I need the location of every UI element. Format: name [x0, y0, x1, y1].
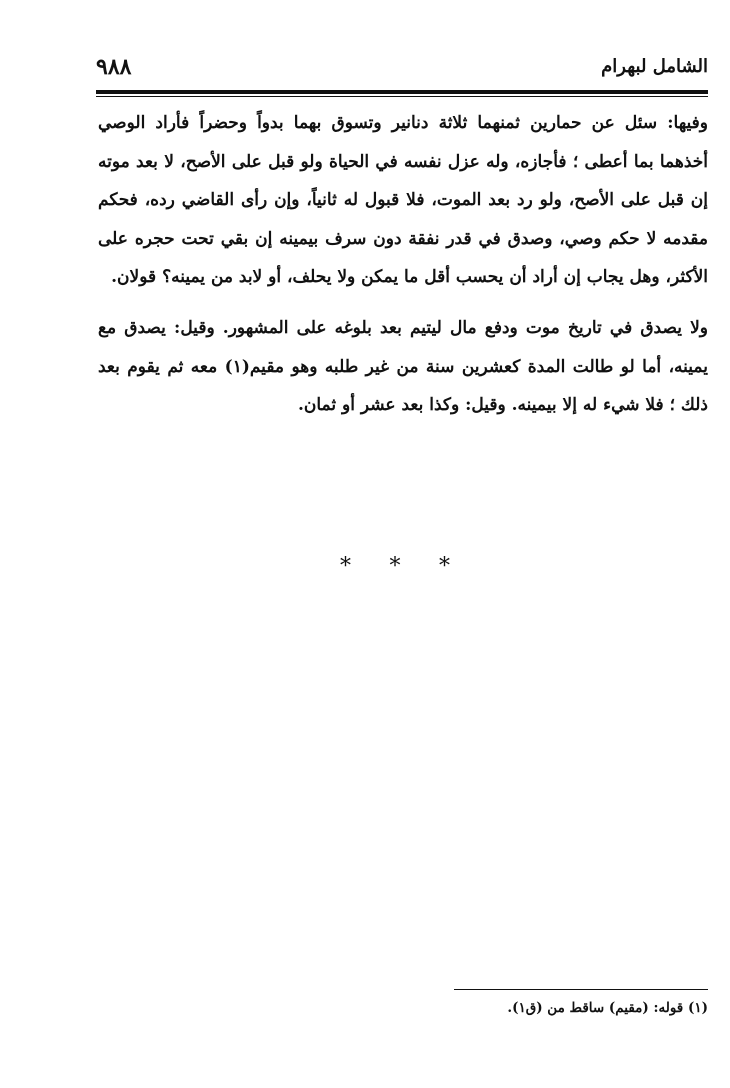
separator-star: *: [340, 554, 351, 579]
footnote-rule: [454, 989, 708, 990]
separator-star: *: [439, 554, 450, 579]
section-separator: [340, 552, 450, 582]
header-rule-thin: [96, 96, 708, 97]
header-rule: [96, 90, 708, 94]
paragraph-1: وفيها: سئل عن حمارين ثمنهما ثلاثة دنانير وتسوق بهما بدواً وحضراً فأراد الوصي أخذهما بما أعطى ؛ فأجازه، وله عزل نفسه في الحياة ولو قبل على الأصح، لا بعد موته إن قبل على الأصح، ولو رد بعد الموت، فلا قبول له ثانياً، وإن رأى القاضي رده، فحكم مقدمه لا حكم وصي، وصدق في قدر نفقة دون سرف بيمينه إن بقي تحت حجره على الأكثر، وهل يجاب إن أراد أن يحسب أقل ما يمكن ولا يحلف، أو لابد من يمينه؟ قولان.: [98, 113, 708, 288]
page-header: [96, 50, 708, 88]
page-number: ٩٨٨: [96, 54, 132, 80]
running-title: الشامل لبهرام: [601, 56, 708, 77]
footnote: (١) قوله: (مقيم) ساقط من (ق١).: [507, 1000, 708, 1016]
paragraph-2: ولا يصدق في تاريخ موت ودفع مال ليتيم بعد بلوغه على المشهور. وقيل: يصدق مع يمينه، أما لو طالت المدة كعشرين سنة من غير طلبه وهو مقيم(١) معه ثم يقوم بعد ذلك ؛ فلا شيء له إلا بيمينه. وقيل: وكذا بعد عشر أو ثمان.: [98, 317, 708, 416]
separator-star: *: [389, 554, 401, 579]
main-text: [98, 104, 708, 425]
